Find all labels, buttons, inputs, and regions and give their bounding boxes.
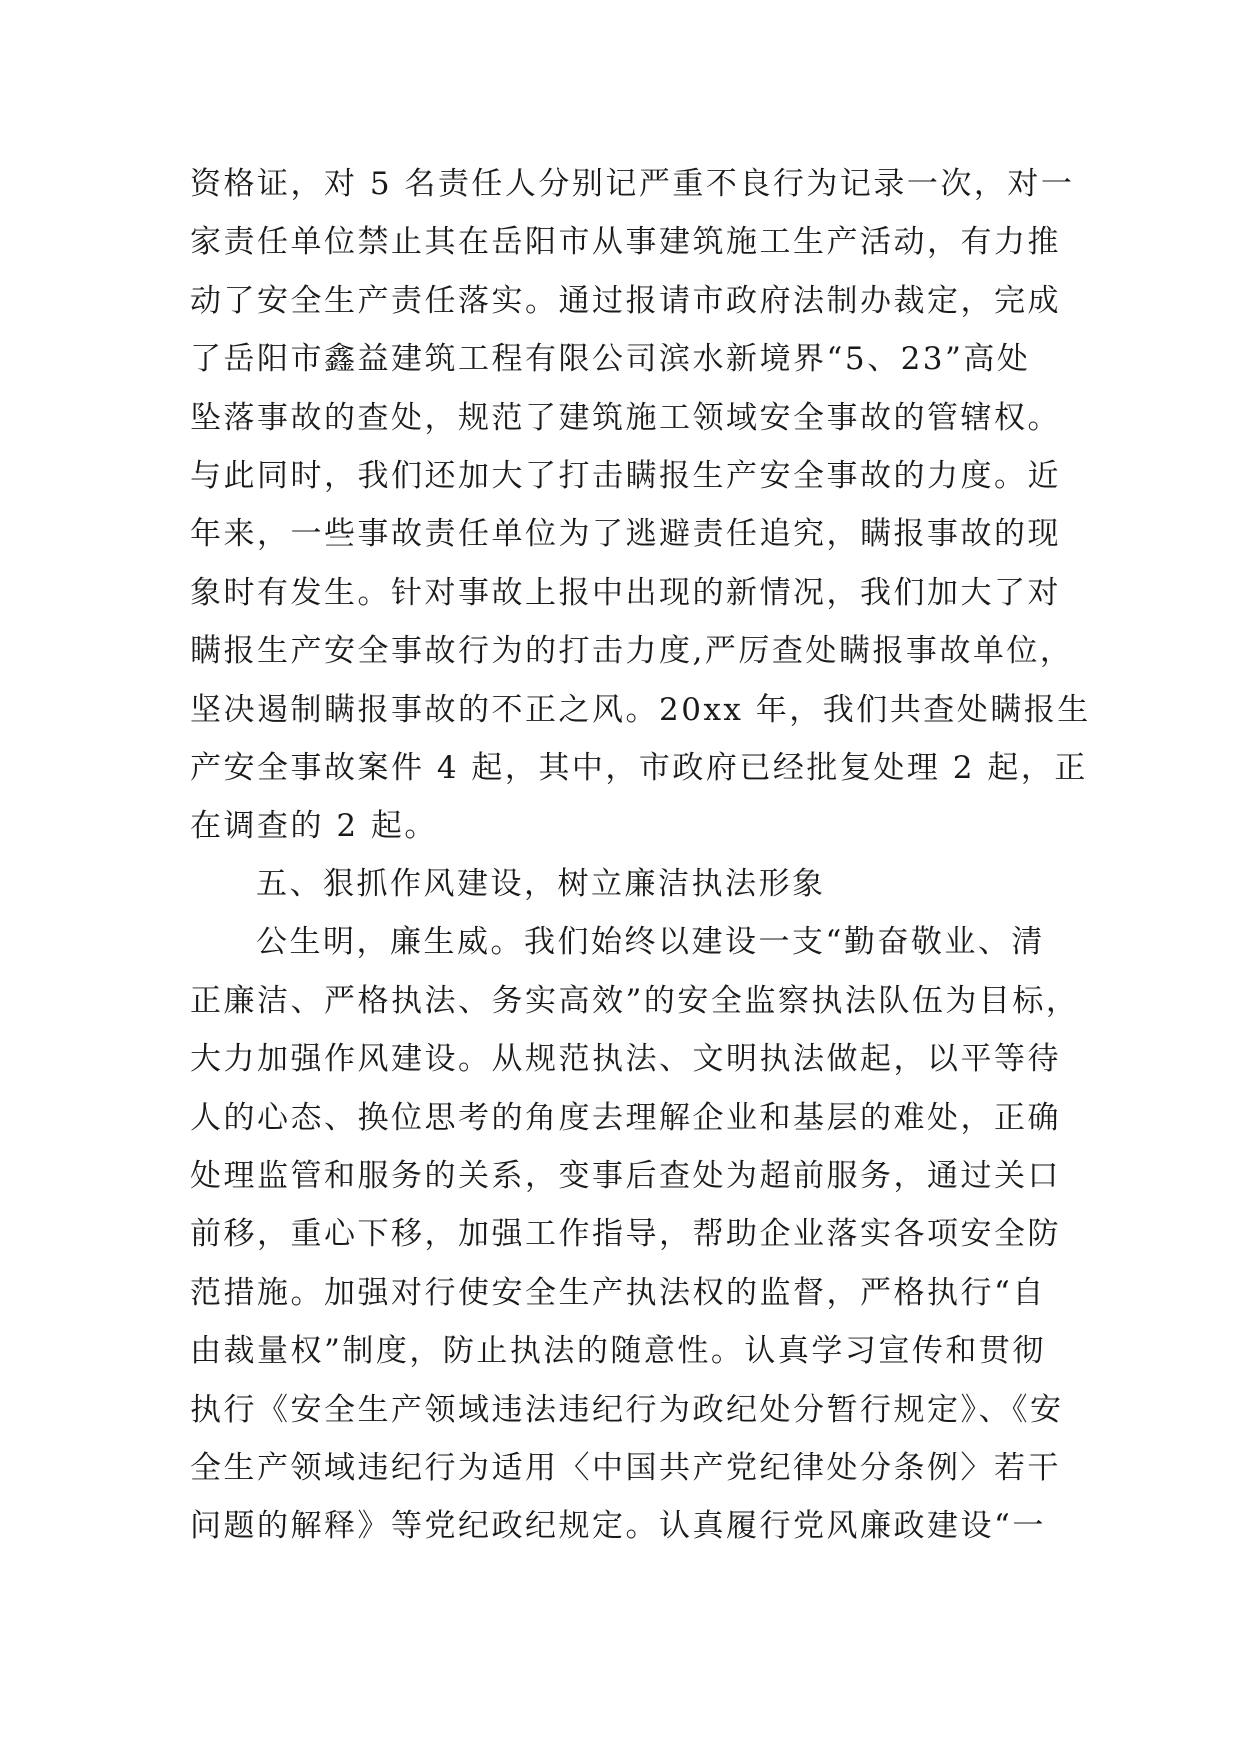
text-line: 范措施。加强对行使安全生产执法权的监督，严格执行“自 — [190, 1274, 1046, 1311]
text-line: 由裁量权”制度，防止执法的随意性。认真学习宣传和贯彻 — [190, 1333, 1046, 1370]
text-line: 了岳阳市鑫益建筑工程有限公司滨水新境界“5、23”高处 — [190, 341, 1031, 378]
text-line: 家责任单位禁止其在岳阳市从事建筑施工生产活动，有力推 — [190, 224, 1061, 261]
text-line: 坠落事故的查处，规范了建筑施工领域安全事故的管辖权。 — [190, 399, 1061, 436]
section-heading: 五、狠抓作风建设，树立廉洁执法形象 — [256, 866, 826, 902]
text-line: 问题的解释》等党纪政纪规定。认真履行党风廉政建设“一 — [190, 1508, 1046, 1545]
text-line: 前移，重心下移，加强工作指导，帮助企业落实各项安全防 — [190, 1216, 1061, 1253]
text-line: 资格证，对 5 名责任人分别记严重不良行为记录一次，对一 — [190, 166, 1075, 202]
text-line: 与此同时，我们还加大了打击瞒报生产安全事故的力度。近 — [190, 457, 1061, 494]
text-line: 执行《安全生产领域违法违纪行为政纪处分暂行规定》、《安 — [190, 1391, 1064, 1428]
section-block-5 — [190, 855, 1080, 1556]
paragraph-block-1 — [190, 155, 1091, 856]
text-line: 年来，一些事故责任单位为了逃避责任追究，瞒报事故的现 — [190, 516, 1061, 553]
text-line: 瞒报生产安全事故行为的打击力度,严厉查处瞒报事故单位， — [190, 633, 1074, 670]
text-line: 正廉洁、严格执法、务实高效”的安全监察执法队伍为目标， — [190, 982, 1080, 1019]
text-line: 处理监管和服务的关系，变事后查处为超前服务，通过关口 — [190, 1157, 1061, 1194]
text-line: 动了安全生产责任落实。通过报请市政府法制办裁定，完成 — [190, 282, 1061, 319]
text-line: 坚决遏制瞒报事故的不正之风。20xx 年，我们共查处瞒报生 — [190, 691, 1091, 728]
text-line: 公生明，廉生威。我们始终以建设一支“勤奋敬业、清 — [256, 924, 1045, 961]
text-line: 象时有发生。针对事故上报中出现的新情况，我们加大了对 — [190, 574, 1061, 611]
text-line: 产安全事故案件 4 起，其中，市政府已经批复处理 2 起，正 — [190, 749, 1088, 786]
text-line: 在调查的 2 起。 — [190, 808, 438, 845]
text-line: 人的心态、换位思考的角度去理解企业和基层的难处，正确 — [190, 1099, 1061, 1136]
text-line: 大力加强作风建设。从规范执法、文明执法做起，以平等待 — [190, 1041, 1061, 1078]
text-line: 全生产领域违纪行为适用〈中国共产党纪律处分条例〉若干 — [190, 1449, 1061, 1486]
